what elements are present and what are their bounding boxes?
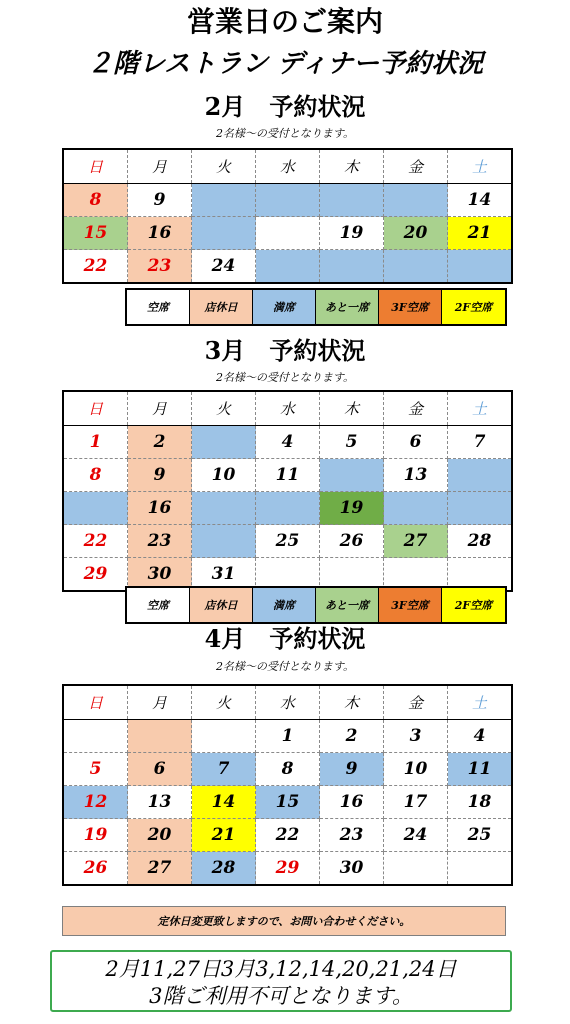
- week-row: [63, 819, 512, 852]
- legend-item: 2F空席: [442, 290, 505, 324]
- holiday-change-notice: 定休日変更致しますので、お問い合わせください。: [62, 906, 506, 936]
- weekday-header: 金: [384, 685, 448, 720]
- day-cell: 30: [128, 558, 192, 592]
- weekday-header: 木: [320, 149, 384, 184]
- weekday-header: 火: [192, 391, 256, 426]
- weekday-header-row: [63, 685, 512, 720]
- weekday-header: 金: [384, 391, 448, 426]
- day-cell: 9: [128, 184, 192, 217]
- day-cell: [63, 492, 128, 525]
- week-row: [63, 492, 512, 525]
- calendar-feb: [62, 148, 513, 284]
- weekday-header-row: [63, 149, 512, 184]
- weekday-header: 水: [256, 149, 320, 184]
- month-note-feb: 2名様～の受付となります。: [215, 127, 355, 140]
- legend-item: 満席: [253, 290, 316, 324]
- legend-item: 3F空席: [379, 290, 442, 324]
- legend-item: 空席: [127, 290, 190, 324]
- day-cell: [192, 720, 256, 753]
- day-cell: [448, 852, 513, 886]
- day-cell: 20: [128, 819, 192, 852]
- day-cell: [448, 492, 513, 525]
- day-cell: 15: [256, 786, 320, 819]
- day-cell: [256, 184, 320, 217]
- day-cell: [320, 250, 384, 284]
- day-cell: 28: [448, 525, 513, 558]
- page-title: 営業日のご案内: [186, 5, 383, 38]
- day-cell: 19: [320, 492, 384, 525]
- week-row: [63, 720, 512, 753]
- day-cell: [192, 492, 256, 525]
- day-cell: 24: [384, 819, 448, 852]
- calendar-apr: [62, 684, 513, 886]
- day-cell: [192, 525, 256, 558]
- weekday-header: 水: [256, 391, 320, 426]
- legend-item: 3F空席: [379, 588, 442, 622]
- weekday-header: 土: [448, 149, 513, 184]
- day-cell: 17: [384, 786, 448, 819]
- weekday-header: 日: [63, 149, 128, 184]
- day-cell: 5: [320, 426, 384, 459]
- day-cell: 21: [192, 819, 256, 852]
- weekday-header: 水: [256, 685, 320, 720]
- day-cell: 14: [192, 786, 256, 819]
- day-cell: [63, 720, 128, 753]
- weekday-header: 日: [63, 685, 128, 720]
- day-cell: [256, 250, 320, 284]
- day-cell: [256, 492, 320, 525]
- day-cell: [384, 250, 448, 284]
- day-cell: [192, 184, 256, 217]
- day-cell: 7: [192, 753, 256, 786]
- day-cell: 8: [256, 753, 320, 786]
- day-cell: 15: [63, 217, 128, 250]
- weekday-header: 土: [448, 685, 513, 720]
- day-cell: 13: [384, 459, 448, 492]
- week-row: [63, 459, 512, 492]
- week-row: [63, 753, 512, 786]
- day-cell: 23: [320, 819, 384, 852]
- legend-item: あと一席: [316, 290, 379, 324]
- week-row: [63, 426, 512, 459]
- day-cell: [192, 426, 256, 459]
- day-cell: 4: [448, 720, 513, 753]
- week-row: [63, 217, 512, 250]
- legend-item: あと一席: [316, 588, 379, 622]
- closed-message-line: 3階ご利用不可となります。: [149, 984, 413, 1008]
- day-cell: [384, 852, 448, 886]
- legend-feb: [125, 288, 507, 326]
- day-cell: 8: [63, 459, 128, 492]
- day-cell: [448, 459, 513, 492]
- day-cell: 9: [320, 753, 384, 786]
- weekday-header: 日: [63, 391, 128, 426]
- day-cell: 30: [320, 852, 384, 886]
- day-cell: 23: [128, 250, 192, 284]
- day-cell: 2: [320, 720, 384, 753]
- day-cell: 19: [320, 217, 384, 250]
- day-cell: [320, 184, 384, 217]
- day-cell: 29: [63, 558, 128, 592]
- day-cell: [448, 250, 513, 284]
- day-cell: 26: [320, 525, 384, 558]
- weekday-header: 木: [320, 685, 384, 720]
- calendar-mar: [62, 390, 513, 592]
- day-cell: 16: [320, 786, 384, 819]
- weekday-header-row: [63, 391, 512, 426]
- week-row: [63, 184, 512, 217]
- day-cell: 5: [63, 753, 128, 786]
- day-cell: 21: [448, 217, 513, 250]
- month-note-apr: 2名様～の受付となります。: [215, 660, 355, 673]
- day-cell: 22: [256, 819, 320, 852]
- legend-item: 店休日: [190, 290, 253, 324]
- weekday-header: 火: [192, 149, 256, 184]
- day-cell: 20: [384, 217, 448, 250]
- day-cell: 12: [63, 786, 128, 819]
- day-cell: 25: [256, 525, 320, 558]
- day-cell: 25: [448, 819, 513, 852]
- third-floor-closed-notice: [50, 950, 512, 1012]
- week-row: [63, 852, 512, 886]
- weekday-header: 木: [320, 391, 384, 426]
- day-cell: 6: [384, 426, 448, 459]
- weekday-header: 月: [128, 149, 192, 184]
- day-cell: 1: [256, 720, 320, 753]
- day-cell: 10: [192, 459, 256, 492]
- weekday-header: 月: [128, 685, 192, 720]
- legend-item: 空席: [127, 588, 190, 622]
- month-title-mar: 3月 予約状況: [204, 336, 366, 365]
- day-cell: 16: [128, 492, 192, 525]
- day-cell: 10: [384, 753, 448, 786]
- day-cell: 31: [192, 558, 256, 592]
- day-cell: [384, 184, 448, 217]
- day-cell: 4: [256, 426, 320, 459]
- day-cell: 1: [63, 426, 128, 459]
- page-subtitle: ２階レストラン ディナー予約状況: [86, 49, 484, 79]
- day-cell: 9: [128, 459, 192, 492]
- day-cell: [256, 217, 320, 250]
- week-row: [63, 525, 512, 558]
- day-cell: 7: [448, 426, 513, 459]
- weekday-header: 火: [192, 685, 256, 720]
- day-cell: 23: [128, 525, 192, 558]
- week-row: [63, 786, 512, 819]
- day-cell: 13: [128, 786, 192, 819]
- day-cell: 16: [128, 217, 192, 250]
- day-cell: 3: [384, 720, 448, 753]
- day-cell: 27: [128, 852, 192, 886]
- day-cell: 22: [63, 250, 128, 284]
- day-cell: 14: [448, 184, 513, 217]
- weekday-header: 土: [448, 391, 513, 426]
- day-cell: [128, 720, 192, 753]
- day-cell: [320, 459, 384, 492]
- day-cell: 22: [63, 525, 128, 558]
- weekday-header: 月: [128, 391, 192, 426]
- day-cell: 11: [256, 459, 320, 492]
- day-cell: 11: [448, 753, 513, 786]
- legend-item: 店休日: [190, 588, 253, 622]
- month-title-feb: 2月 予約状況: [204, 92, 366, 121]
- day-cell: 24: [192, 250, 256, 284]
- day-cell: 6: [128, 753, 192, 786]
- day-cell: 18: [448, 786, 513, 819]
- legend-item: 2F空席: [442, 588, 505, 622]
- day-cell: [192, 217, 256, 250]
- day-cell: 8: [63, 184, 128, 217]
- month-note-mar: 2名様～の受付となります。: [215, 371, 355, 384]
- day-cell: 29: [256, 852, 320, 886]
- day-cell: 27: [384, 525, 448, 558]
- week-row: [63, 250, 512, 284]
- day-cell: 28: [192, 852, 256, 886]
- month-title-apr: 4月 予約状況: [204, 624, 366, 653]
- weekday-header: 金: [384, 149, 448, 184]
- day-cell: [384, 492, 448, 525]
- day-cell: 2: [128, 426, 192, 459]
- legend-mar: [125, 586, 507, 624]
- legend-item: 満席: [253, 588, 316, 622]
- day-cell: 26: [63, 852, 128, 886]
- day-cell: 19: [63, 819, 128, 852]
- closed-dates-line: 2月11,27日3月3,12,14,20,21,24日: [105, 957, 457, 981]
